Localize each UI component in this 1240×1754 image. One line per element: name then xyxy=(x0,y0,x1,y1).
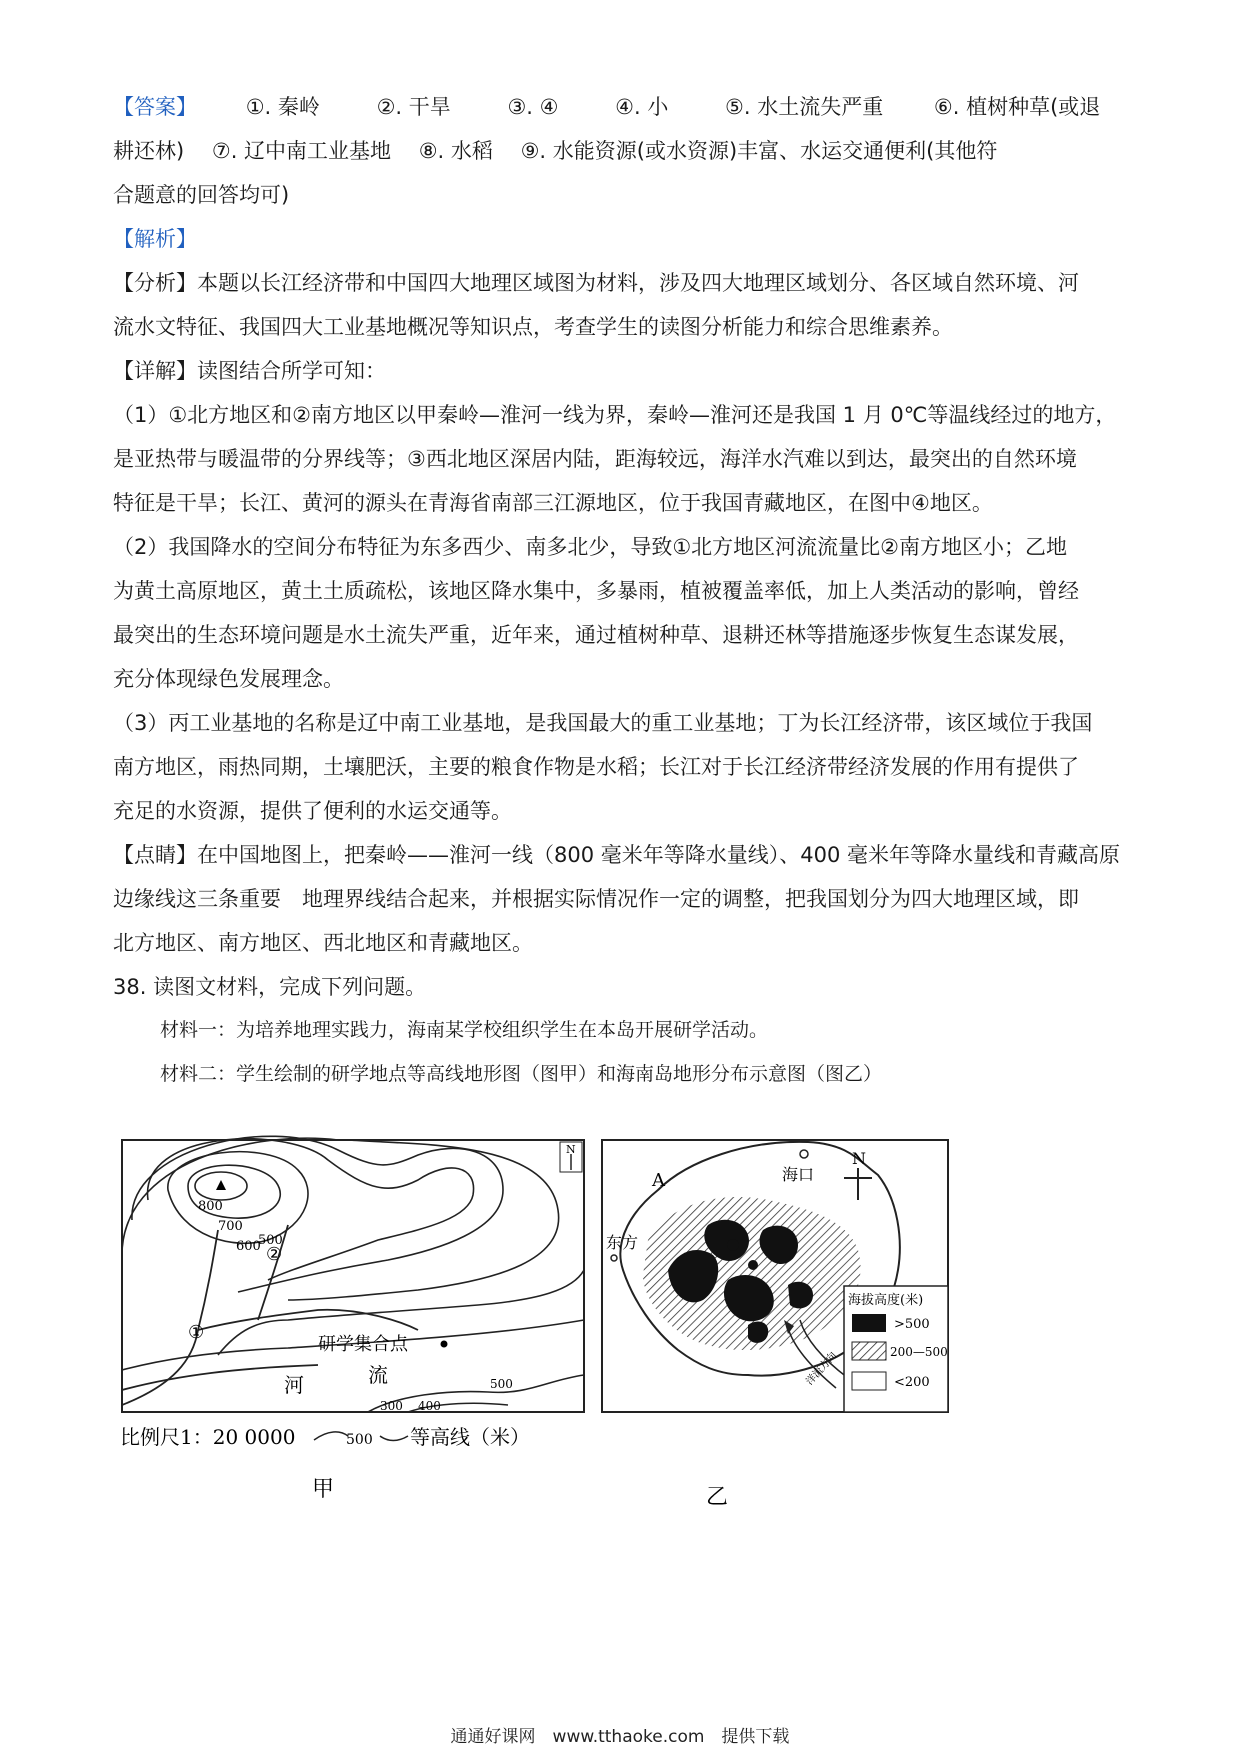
answer-tag: 【答案】 xyxy=(113,95,197,119)
answer-item: ③. ④ xyxy=(507,95,559,119)
legend-item: 200—500 xyxy=(890,1345,948,1359)
figure-jia-contour-map xyxy=(118,1120,598,1520)
north-label: N xyxy=(566,1143,576,1156)
analysis-line: 【详解】读图结合所学可知： xyxy=(113,359,386,383)
analysis-tag: 【解析】 xyxy=(113,227,197,251)
current-label: 洋流方向 xyxy=(804,1350,840,1388)
analysis-line: 充分体现绿色发展理念。 xyxy=(113,667,344,691)
legend-swatch-high xyxy=(852,1314,886,1332)
legend-contour-text: 等高线（米） xyxy=(410,1425,530,1449)
question-title: 38. 读图文材料，完成下列问题。 xyxy=(113,975,427,999)
analysis-line: 是亚热带与暖温带的分界线等；③西北地区深居内陆，距海较远，海洋水汽难以到达，最突出的自然环境 xyxy=(113,447,1077,471)
analysis-line: 【分析】本题以长江经济带和中国四大地理区域图为材料，涉及四大地理区域划分、各区域自然环境、河 xyxy=(113,271,1079,295)
dongfang-marker-icon xyxy=(611,1255,617,1261)
legend-title: 海拔高度(米) xyxy=(848,1293,924,1308)
haikou-marker-icon xyxy=(800,1150,808,1158)
meeting-point-icon xyxy=(441,1341,448,1348)
legend-swatch-mid xyxy=(852,1342,886,1360)
legend-contour-value: 500 xyxy=(346,1432,373,1448)
figure-yi-hainan-map xyxy=(598,1120,998,1520)
meeting-point-label: 研学集合点 xyxy=(318,1334,408,1355)
north-label: N xyxy=(852,1149,866,1168)
haikou-label: 海口 xyxy=(782,1165,815,1184)
analysis-line: 充足的水资源，提供了便利的水运交通等。 xyxy=(113,799,512,823)
contour-label: 500 xyxy=(258,1233,283,1248)
answer-item: ②. 干旱 xyxy=(376,95,451,119)
legend-swatch-low xyxy=(852,1372,886,1390)
material-2: 材料二：学生绘制的研学地点等高线地形图（图甲）和海南岛地形分布示意图（图乙） xyxy=(160,1063,883,1085)
analysis-line: 流水文特征、我国四大工业基地概况等知识点，考查学生的读图分析能力和综合思维素养。 xyxy=(113,315,953,339)
contour-label: 300 xyxy=(380,1399,403,1413)
analysis-line: 边缘线这三条重要 地理界线结合起来，并根据实际情况作一定的调整，把我国划分为四大地理区域，即 xyxy=(113,887,1079,911)
legend-item: <200 xyxy=(894,1375,930,1390)
river-label: 河 xyxy=(284,1373,304,1397)
analysis-line: 特征是干旱；长江、黄河的源头在青海省南部三江源地区，位于我国青藏地区，在图中④地区。 xyxy=(113,491,993,515)
answer-item: ⑤. 水土流失严重 xyxy=(725,95,884,119)
contour-label: 400 xyxy=(418,1399,441,1413)
point-1-label: ① xyxy=(188,1322,205,1343)
analysis-line: 最突出的生态环境问题是水土流失严重，近年来，通过植树种草、退耕还林等措施逐步恢复生态谋发展， xyxy=(113,623,1079,647)
analysis-line: 【点睛】在中国地图上，把秦岭——淮河一线（800 毫米年等降水量线）、400 毫米年等降水量线和青藏高原 xyxy=(113,843,1121,867)
answer-line-3: 合题意的回答均可) xyxy=(113,183,290,207)
answer-line-1 xyxy=(113,92,1100,122)
analysis-line: 北方地区、南方地区、西北地区和青藏地区。 xyxy=(113,931,533,955)
answer-item: ④. 小 xyxy=(615,95,669,119)
point-a-label: A xyxy=(652,1170,665,1191)
analysis-line: （1）①北方地区和②南方地区以甲秦岭—淮河一线为界，秦岭—淮河还是我国 1 月 0℃等温线经过的地方， xyxy=(113,403,1117,427)
point-2-label: ② xyxy=(266,1244,283,1265)
answer-item: ⑥. 植树种草(或退 xyxy=(933,95,1101,119)
dongfang-label: 东方 xyxy=(606,1233,639,1252)
north-arrow-icon xyxy=(560,1142,582,1172)
contour-label: 500 xyxy=(490,1377,513,1391)
contour-label: 800 xyxy=(198,1199,223,1214)
analysis-line: （2）我国降水的空间分布特征为东多西少、南多北少，导致①北方地区河流流量比②南方地区小；乙地 xyxy=(113,535,1068,559)
answer-line-2: 耕还林) ⑦. 辽中南工业基地 ⑧. 水稻 ⑨. 水能资源(或水资源)丰富、水运交通便利(其他符 xyxy=(113,139,998,163)
figure-caption: 甲 xyxy=(312,1477,335,1502)
contour-label: 700 xyxy=(218,1219,243,1234)
analysis-line: 为黄土高原地区，黄土土质疏松，该地区降水集中，多暴雨，植被覆盖率低，加上人类活动的影响，曾经 xyxy=(113,579,1079,603)
analysis-line: 南方地区，雨热同期，土壤肥沃，主要的粮食作物是水稻；长江对于长江经济带经济发展的作用有提供了 xyxy=(113,755,1079,779)
legend-item: >500 xyxy=(894,1317,930,1332)
scale-label: 比例尺1：20 0000 xyxy=(120,1425,296,1449)
analysis-line: （3）丙工业基地的名称是辽中南工业基地，是我国最大的重工业基地；丁为长江经济带，该区域位于我国 xyxy=(113,711,1093,735)
answer-item: ①. 秦岭 xyxy=(245,95,320,119)
river-label: 流 xyxy=(368,1363,388,1387)
figure-caption: 乙 xyxy=(706,1485,729,1510)
contour-label: 600 xyxy=(236,1239,261,1254)
footer-watermark: 通通好课网 www.tthaoke.com 提供下载 xyxy=(450,1727,790,1747)
legend xyxy=(844,1286,948,1412)
material-1: 材料一：为培养地理实践力，海南某学校组织学生在本岛开展研学活动。 xyxy=(160,1019,769,1041)
